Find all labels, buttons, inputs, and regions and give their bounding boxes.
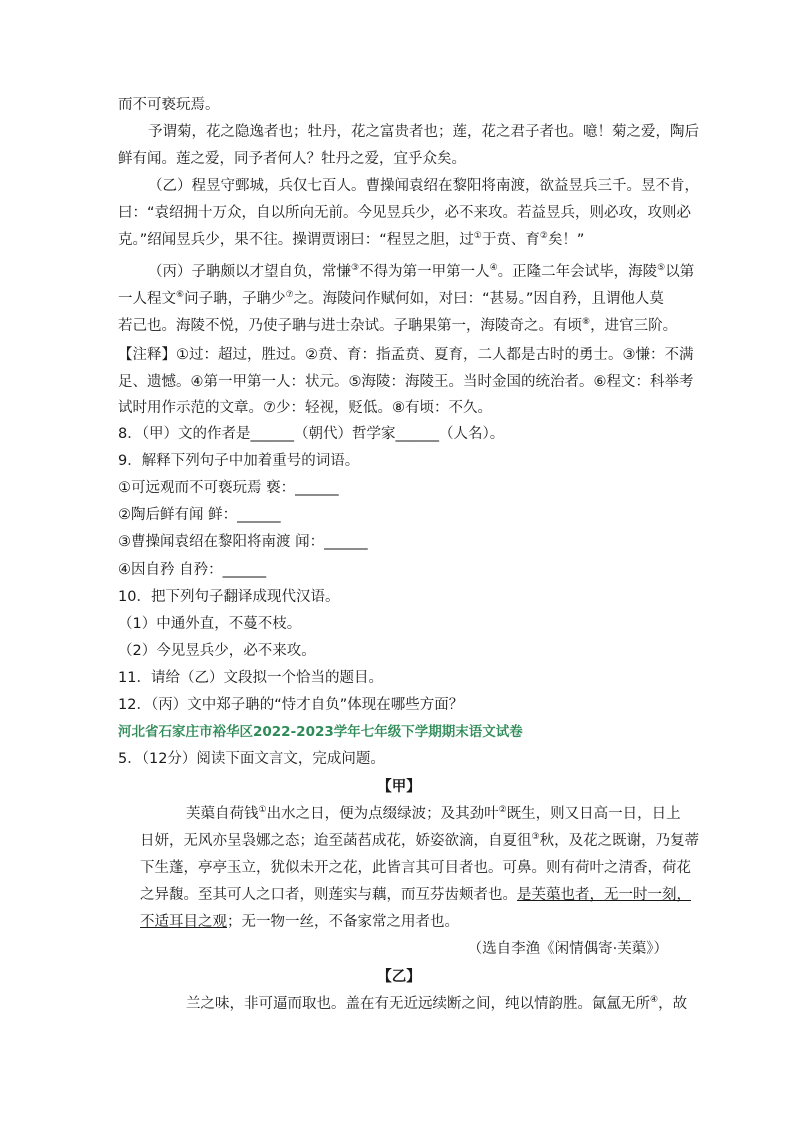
question-8: 8．（甲）文的作者是______（朝代）哲学家______（人名）。 [118, 426, 505, 442]
text-span: ；无一物一丝，不备家常之用者也。 [227, 914, 459, 930]
text-span: 出水之日，便为点缀绿波；及其劲叶 [266, 806, 499, 822]
footnote-marker: ② [498, 805, 507, 816]
text-span: 于贲、育 [481, 232, 540, 248]
text-line: 予谓菊，花之隐逸者也；牡丹，花之富贵者也；莲，花之君子者也。噫！菊之爱，陶后 [148, 124, 699, 140]
question-11: 11．请给（乙）文段拟一个恰当的题目。 [118, 670, 383, 686]
question-12: 12．（丙）文中郑子聃的“恃才自负”体现在哪些方面？ [118, 697, 464, 713]
annotation-line: 足、遗憾。④第一甲第一人：状元。⑤海陵：海陵王。当时金国的统治者。⑥程文：科举考 [118, 374, 694, 390]
text-line [140, 885, 702, 905]
text-line [118, 289, 680, 309]
footnote-marker: ⑤ [657, 263, 666, 274]
footnote-marker: ⑧ [582, 317, 591, 328]
text-span: 。正隆二年会试毕，海陵 [497, 264, 658, 280]
text-span: 兰之味，非可逼而取也。盖在有无近远续断之间，纯以情韵胜。氤氲无所 [186, 996, 650, 1012]
source-citation: （选自李渔《闲情偶寄·芙蕖》） [467, 941, 668, 957]
text-span: 克。”绍闻昱兵少，果不往。操谓贾诩曰：“程昱之胆，过 [118, 232, 474, 248]
footnote-marker: ① [258, 805, 267, 816]
text-line: （乙）程昱守鄄城，兵仅七百人。曹操闻袁绍在黎阳将南渡，欲益昱兵三千。昱不肯， [148, 178, 699, 194]
text-span: 一人程文 [118, 291, 176, 307]
footnote-marker: ② [539, 231, 548, 242]
text-span: 之。海陵问作赋何如，对曰：“甚易。”因自矜，且谓他人莫 [293, 291, 664, 307]
annotation-line: 【注释】①过：超过，胜过。②贲、育：指孟贲、夏育，二人都是古时的勇士。③慊：不满 [118, 347, 694, 363]
text-line [118, 316, 680, 336]
text-span: 秋，及花之既谢，乃复蒂 [539, 833, 700, 849]
text-span: 之异馥。至其可人之口者，则莲实与藕，而互芬齿颊者也。 [140, 887, 517, 903]
exam-source-heading: 河北省石家庄市裕华区2022-2023学年七年级下学期期末语文试卷 [118, 724, 523, 740]
text-line: 下生蓬，亭亭玉立，犹似未开之花，此皆言其可目者也。可鼻。则有荷叶之清香，荷花 [140, 860, 691, 876]
annotation-line: 试时用作示范的文章。⑦少：轻视，贬低。⑧有顷：不久。 [118, 400, 492, 416]
question-9-item: ④因自矜 自矜：______ [118, 562, 267, 578]
text-span: 不得为第一甲第一人 [359, 264, 490, 280]
footnote-marker: ⑦ [285, 290, 294, 301]
text-line: 鲜有闻。莲之爱，同予者何人？牡丹之爱，宜乎众矣。 [118, 151, 466, 167]
question-10: 10．把下列句子翻译成现代汉语。 [118, 589, 340, 605]
text-span: 日妍，无风亦呈袅娜之态；迨至菡萏成花，娇姿欲滴，自夏徂 [140, 833, 532, 849]
text-span: （丙）子聃颇以才望自负，常慊 [148, 264, 351, 280]
text-line [186, 804, 748, 824]
footnote-marker: ③ [351, 263, 360, 274]
question-9: 9．解释下列句子中加着重号的词语。 [118, 453, 360, 469]
footnote-marker: ③ [531, 832, 540, 843]
text-line [140, 831, 702, 851]
text-line: 曰：“袁绍拥十万众，自以所向无前。今见昱兵少，必不来攻。若益昱兵，则必攻，攻则必 [118, 205, 692, 221]
question-5: 5．（12分）阅读下面文言文，完成问题。 [118, 751, 385, 767]
section-heading-yi: 【乙】 [377, 969, 421, 985]
section-heading-jia: 【甲】 [377, 779, 421, 795]
text-line: 而不可亵玩焉。 [118, 97, 220, 113]
question-9-item: ②陶后鲜有闻 鲜：______ [118, 507, 281, 523]
question-10-item: （2）今见昱兵少，必不来攻。 [118, 643, 316, 659]
text-line [186, 994, 748, 1014]
text-span: ，进官三阶。 [590, 318, 678, 334]
question-9-item: ①可远观而不可亵玩焉 亵：______ [118, 480, 339, 496]
question-9-item: ③曹操闻袁绍在黎阳将南渡 闻：______ [118, 534, 368, 550]
question-10-item: （1）中通外直，不蔓不枝。 [118, 616, 302, 632]
text-span: ，故 [658, 996, 688, 1012]
text-line [118, 230, 680, 250]
footnote-marker: ⑥ [176, 290, 185, 301]
underlined-text: 不适耳目之观 [140, 914, 227, 930]
underlined-text: 是芙蕖也者，无一时一刻， [517, 887, 691, 903]
text-span: 问子聃，子聃少 [184, 291, 286, 307]
text-line [148, 262, 710, 282]
text-span: 矣！” [547, 232, 585, 248]
footnote-marker: ④ [650, 995, 659, 1006]
text-line [140, 912, 702, 932]
text-span: 芙蕖自荷钱 [186, 806, 259, 822]
footnote-marker: ④ [489, 263, 498, 274]
text-span: 以第 [665, 264, 695, 280]
text-span: 既生，则又日高一日，日上 [506, 806, 681, 822]
text-span: 若己也。海陵不悦，乃使子聃与进士杂试。子聃果第一，海陵奇之。有顷 [118, 318, 582, 334]
footnote-marker: ① [473, 231, 482, 242]
